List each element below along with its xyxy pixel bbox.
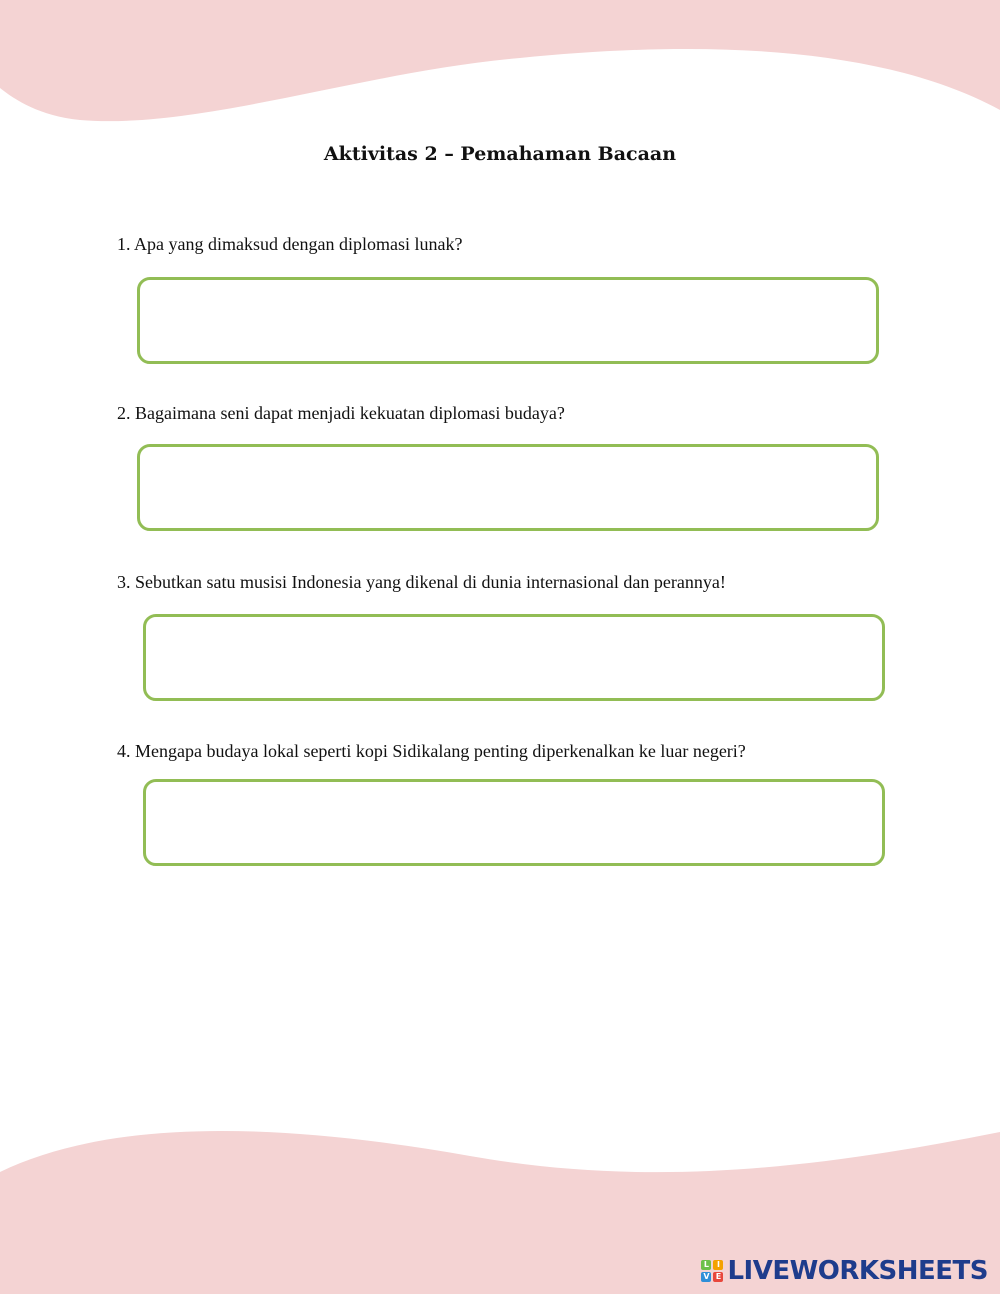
question-1: 1. Apa yang dimaksud dengan diplomasi lunak?	[117, 234, 463, 254]
logo-letter: L	[701, 1260, 711, 1270]
brand-name: LIVEWORKSHEETS	[727, 1256, 988, 1286]
worksheet-title: Aktivitas 2 – Pemahaman Bacaan	[323, 143, 677, 165]
answer-box-2[interactable]	[137, 444, 879, 531]
question-3: 3. Sebutkan satu musisi Indonesia yang dikenal di dunia internasional dan perannya!	[117, 572, 726, 592]
answer-box-3[interactable]	[143, 614, 885, 701]
liveworksheets-logo-icon	[701, 1260, 723, 1282]
top-wave-decoration	[0, 0, 1000, 160]
logo-letter: I	[713, 1260, 723, 1270]
logo-letter: V	[703, 1272, 710, 1281]
liveworksheets-brand	[701, 1256, 988, 1286]
question-4: 4. Mengapa budaya lokal seperti kopi Sidikalang penting diperkenalkan ke luar negeri?	[117, 741, 746, 761]
answer-box-4[interactable]	[143, 779, 885, 866]
answer-box-1[interactable]	[137, 277, 879, 364]
logo-letter: E	[713, 1272, 723, 1282]
question-2: 2. Bagaimana seni dapat menjadi kekuatan diplomasi budaya?	[117, 403, 565, 423]
